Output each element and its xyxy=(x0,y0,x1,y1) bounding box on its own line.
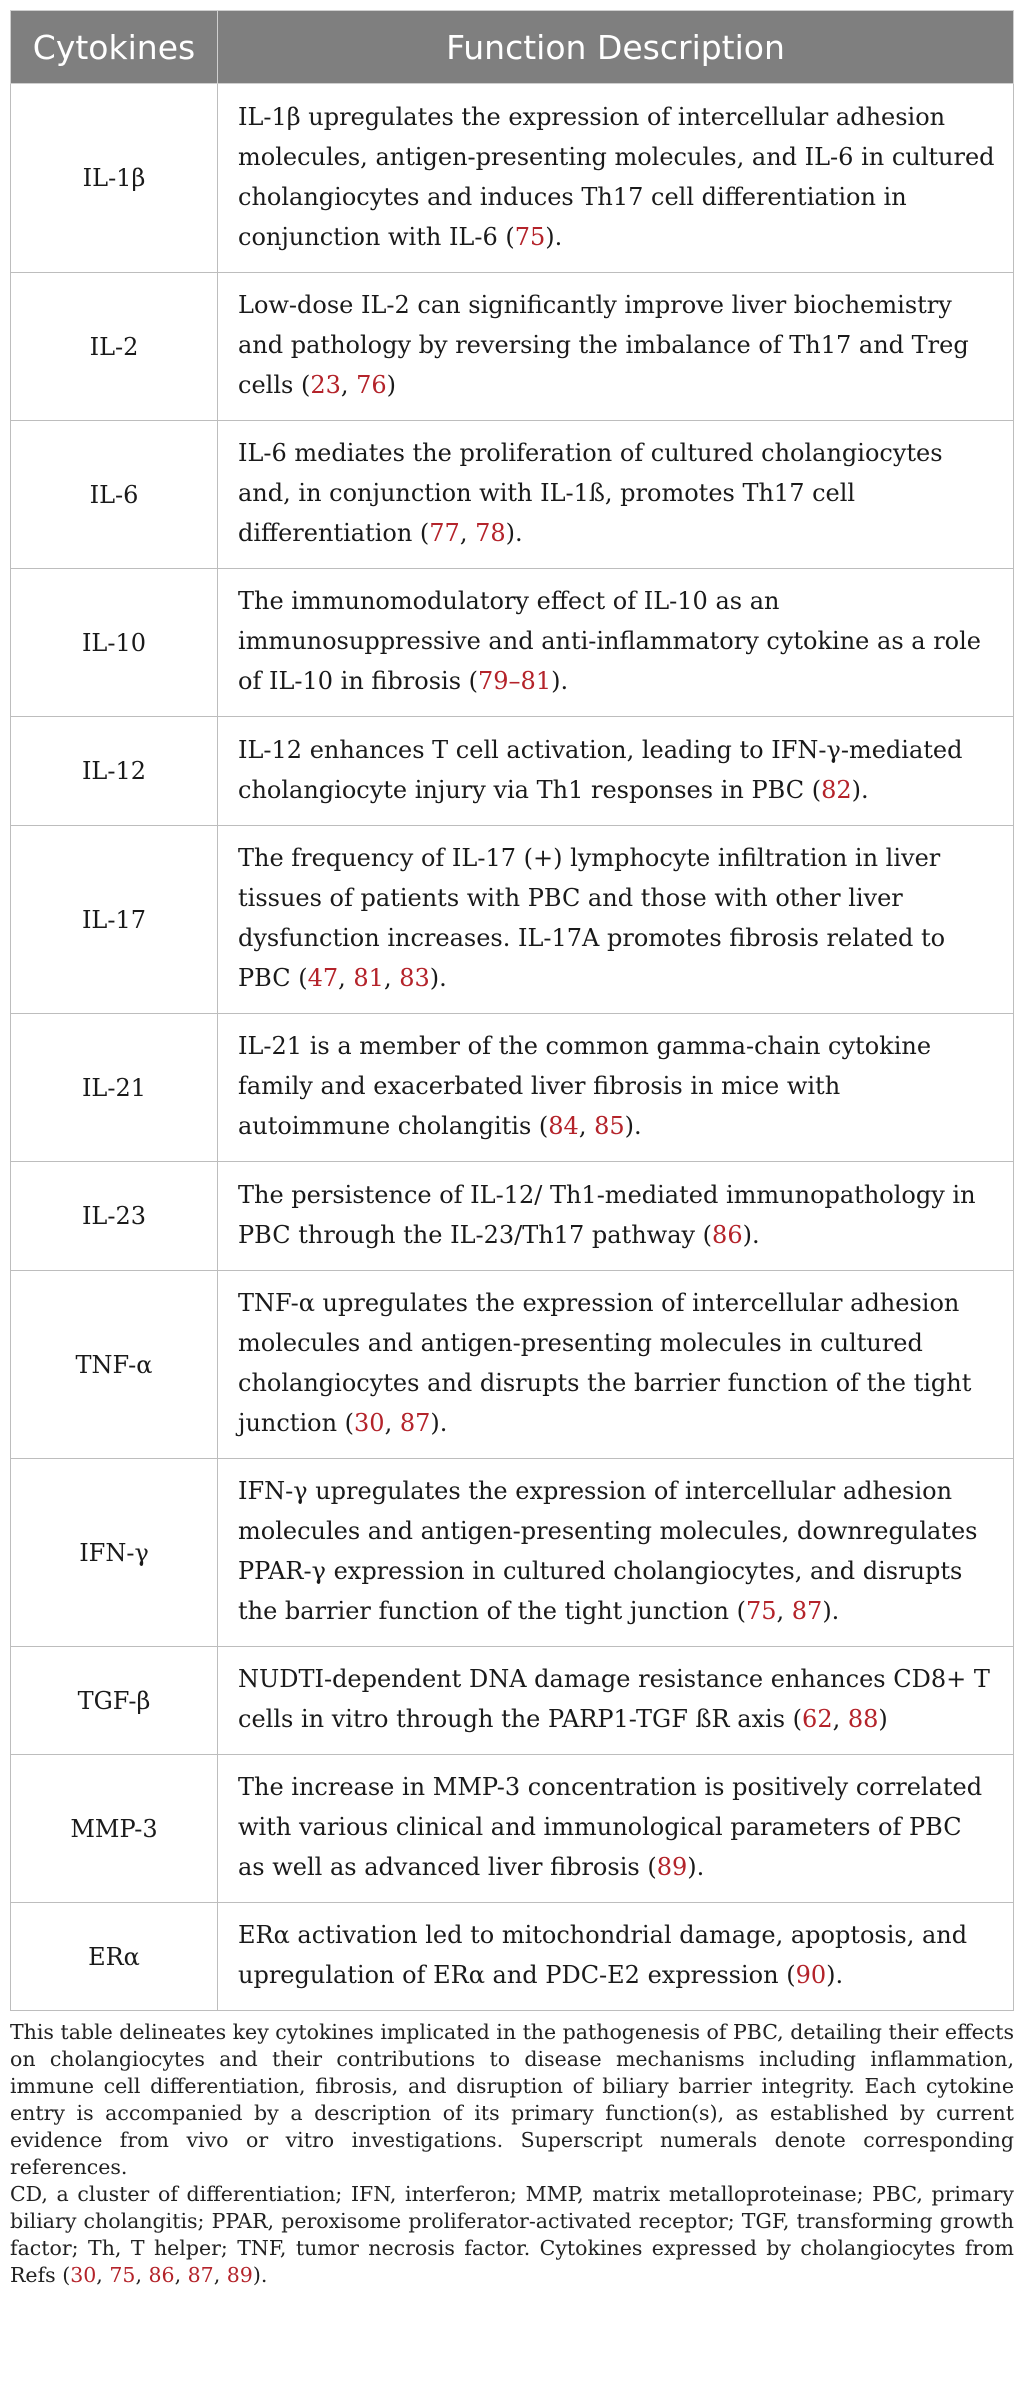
cytokine-name: IL-2 xyxy=(11,273,218,421)
function-description xyxy=(218,84,1014,273)
table-row xyxy=(11,273,1014,421)
reference-link[interactable]: 89 xyxy=(226,2263,253,2287)
table-row xyxy=(11,84,1014,273)
table-row xyxy=(11,826,1014,1014)
reference-link[interactable]: 90 xyxy=(795,1961,827,1989)
description-text: IL-21 is a member of the common gamma-chain cytokine family and exacerbated liver fibrosis in mice with autoimmune cholangitis ( xyxy=(238,1032,932,1140)
reference-link[interactable]: 86 xyxy=(712,1220,743,1249)
description-text: NUDTI-dependent DNA damage resistance enhances CD8+ T cells in vitro through the PARP1-TGF ßR axis ( xyxy=(238,1665,990,1733)
cytokine-name: IL-6 xyxy=(11,421,218,569)
description-text: IL-1β upregulates the expression of intercellular adhesion molecules, antigen-presenting molecules, and IL-6 in cultured cholangiocytes and induces Th17 cell differentiation in conjunction with IL-6 ( xyxy=(238,102,995,251)
reference-link[interactable]: 75 xyxy=(514,222,546,251)
reference-link[interactable]: 88 xyxy=(847,1705,879,1733)
reference-link[interactable]: 87 xyxy=(791,1597,823,1625)
description-tail: ) xyxy=(878,1705,888,1733)
footnote-abbreviations xyxy=(10,2181,1014,2289)
description-tail: ). xyxy=(430,1409,448,1437)
description-text: IL-12 enhances T cell activation, leading to IFN-γ-mediated cholangiocyte injury via Th1 responses in PBC ( xyxy=(238,735,963,804)
function-description: IFN-γ upregulates the expression of intercellular adhesion molecules and antigen-presenting molecules, downregulates PPAR-γ expression in cultured cholangiocytes, and disrupts the barrier function of the tight junction (75, 87). xyxy=(218,1459,1014,1647)
cytokine-name: IL-21 xyxy=(11,1014,218,1162)
reference-link[interactable]: 75 xyxy=(745,1597,777,1625)
function-description xyxy=(218,1903,1014,2011)
reference-link[interactable]: 85 xyxy=(594,1112,625,1140)
footnote-summary: This table delineates key cytokines implicated in the pathogenesis of PBC, detailing their effects on cholangiocytes and their contributions to disease mechanisms including inflammation, immune cell differentiation, fibrosis, and disruption of biliary barrier integrity. Each cytokine entry is accompanied by a description of its primary function(s), as established by current evidence from vivo or vitro investigations. Superscript numerals denote corresponding references. xyxy=(10,2020,1014,2179)
cytokine-table xyxy=(10,10,1014,2011)
header-function-description: Function Description xyxy=(218,11,1014,84)
reference-link[interactable]: 82 xyxy=(821,775,852,804)
reference-link[interactable]: 75 xyxy=(109,2263,136,2287)
description-tail: ). xyxy=(429,964,447,992)
cytokine-table-container xyxy=(10,10,1014,2289)
table-row xyxy=(11,569,1014,717)
reference-link[interactable]: 23 xyxy=(310,371,341,399)
table-row xyxy=(11,1271,1014,1459)
table-row xyxy=(11,1755,1014,1903)
reference-link[interactable]: 62 xyxy=(802,1705,833,1733)
header-cytokines: Cytokines xyxy=(11,11,218,84)
description-tail: ). xyxy=(624,1112,642,1140)
cytokine-name: IL-17 xyxy=(11,826,218,1014)
cytokine-name: IFN-γ xyxy=(11,1459,218,1647)
reference-link[interactable]: 89 xyxy=(656,1853,688,1881)
description-tail: ). xyxy=(505,519,523,547)
description-tail: ). xyxy=(545,222,563,251)
cytokine-name: TGF-β xyxy=(11,1647,218,1755)
table-row xyxy=(11,1014,1014,1162)
table-header-row xyxy=(11,11,1014,84)
cytokine-name: IL-23 xyxy=(11,1162,218,1271)
description-text: The increase in MMP-3 concentration is positively correlated with various clinical and immunological parameters of PBC as well as advanced liver fibrosis ( xyxy=(238,1773,983,1881)
function-description xyxy=(218,717,1014,826)
function-description xyxy=(218,1755,1014,1903)
abbreviations-text: CD, a cluster of differentiation; IFN, interferon; MMP, matrix metalloproteinase; PBC, primary biliary cholangitis; PPAR, peroxisome proliferator-activated receptor; TGF, transforming growth factor; Th, T helper; TNF, tumor necrosis factor. Cytokines expressed by cholangiocytes from Refs ( xyxy=(10,2182,1014,2287)
abbreviation-refs: 30, 75, 86, 87, 89 xyxy=(70,2263,253,2287)
description-text: TNF-α upregulates the expression of intercellular adhesion molecules and antigen-presenting molecules in cultured cholangiocytes and disrupts the barrier function of the tight junction ( xyxy=(238,1289,972,1437)
table-row xyxy=(11,1459,1014,1647)
description-text: The frequency of IL-17 (+) lymphocyte infiltration in liver tissues of patients with PBC and those with other liver dysfunction increases. IL-17A promotes fibrosis related to PBC ( xyxy=(238,844,946,992)
cytokine-name: IL-1β xyxy=(11,84,218,273)
table-row xyxy=(11,1647,1014,1755)
table-row xyxy=(11,1903,1014,2011)
table-footnotes xyxy=(10,2019,1014,2289)
reference-link[interactable]: 81 xyxy=(353,964,384,992)
description-tail: ). xyxy=(826,1961,844,1989)
description-text: The immunomodulatory effect of IL-10 as an immunosuppressive and anti-inflammatory cytokine as a role of IL-10 in fibrosis ( xyxy=(238,587,982,695)
reference-link[interactable]: 87 xyxy=(187,2263,214,2287)
table-row xyxy=(11,421,1014,569)
reference-link[interactable]: 86 xyxy=(148,2263,175,2287)
function-description: IL-6 mediates the proliferation of cultured cholangiocytes and, in conjunction with IL-1ß, promotes Th17 cell differentiation (77, 78). xyxy=(218,421,1014,569)
reference-link[interactable]: 84 xyxy=(548,1112,579,1140)
cytokine-name: IL-10 xyxy=(11,569,218,717)
cytokine-name: MMP-3 xyxy=(11,1755,218,1903)
description-text: IL-6 mediates the proliferation of cultured cholangiocytes and, in conjunction with IL-1ß, promotes Th17 cell differentiation ( xyxy=(238,439,943,547)
function-description: NUDTI-dependent DNA damage resistance enhances CD8+ T cells in vitro through the PARP1-TGF ßR axis (62, 88) xyxy=(218,1647,1014,1755)
reference-link[interactable]: 76 xyxy=(356,371,387,399)
reference-link[interactable]: 47 xyxy=(307,964,339,992)
description-text: IFN-γ upregulates the expression of intercellular adhesion molecules and antigen-presenting molecules, downregulates PPAR-γ expression in cultured cholangiocytes, and disrupts the barrier function of the tight junction ( xyxy=(238,1477,978,1625)
abbreviations-tail: ). xyxy=(252,2263,268,2287)
description-tail: ). xyxy=(851,775,869,804)
description-text: The persistence of IL-12/ Th1-mediated immunopathology in PBC through the IL-23/Th17 pathway ( xyxy=(238,1180,976,1249)
reference-link[interactable]: 87 xyxy=(399,1409,431,1437)
function-description xyxy=(218,569,1014,717)
table-row xyxy=(11,1162,1014,1271)
description-tail: ). xyxy=(551,667,569,695)
table-row xyxy=(11,717,1014,826)
function-description: TNF-α upregulates the expression of intercellular adhesion molecules and antigen-presenting molecules in cultured cholangiocytes and disrupts the barrier function of the tight junction (30, 87). xyxy=(218,1271,1014,1459)
description-tail: ). xyxy=(687,1853,705,1881)
cytokine-name: ERα xyxy=(11,1903,218,2011)
reference-link[interactable]: 79–81 xyxy=(478,667,552,695)
function-description: IL-21 is a member of the common gamma-chain cytokine family and exacerbated liver fibrosis in mice with autoimmune cholangitis (84, 85). xyxy=(218,1014,1014,1162)
cytokine-name: TNF-α xyxy=(11,1271,218,1459)
description-tail: ) xyxy=(386,371,397,399)
reference-link[interactable]: 30 xyxy=(354,1409,385,1437)
table-body xyxy=(11,84,1014,2011)
description-tail: ). xyxy=(742,1220,760,1249)
function-description: The frequency of IL-17 (+) lymphocyte infiltration in liver tissues of patients with PBC and those with other liver dysfunction increases. IL-17A promotes fibrosis related to PBC (47, 81, 83). xyxy=(218,826,1014,1014)
reference-link[interactable]: 30 xyxy=(70,2263,97,2287)
function-description: Low-dose IL-2 can significantly improve liver biochemistry and pathology by reversing the imbalance of Th17 and Treg cells (23, 76) xyxy=(218,273,1014,421)
description-text: ERα activation led to mitochondrial damage, apoptosis, and upregulation of ERα and PDC-E2 expression ( xyxy=(238,1921,968,1989)
function-description xyxy=(218,1162,1014,1271)
reference-link[interactable]: 77 xyxy=(429,519,460,547)
description-text: Low-dose IL-2 can significantly improve liver biochemistry and pathology by reversing the imbalance of Th17 and Treg cells ( xyxy=(238,291,969,399)
reference-link[interactable]: 83 xyxy=(399,964,430,992)
reference-link[interactable]: 78 xyxy=(475,519,506,547)
description-tail: ). xyxy=(822,1597,840,1625)
cytokine-name: IL-12 xyxy=(11,717,218,826)
